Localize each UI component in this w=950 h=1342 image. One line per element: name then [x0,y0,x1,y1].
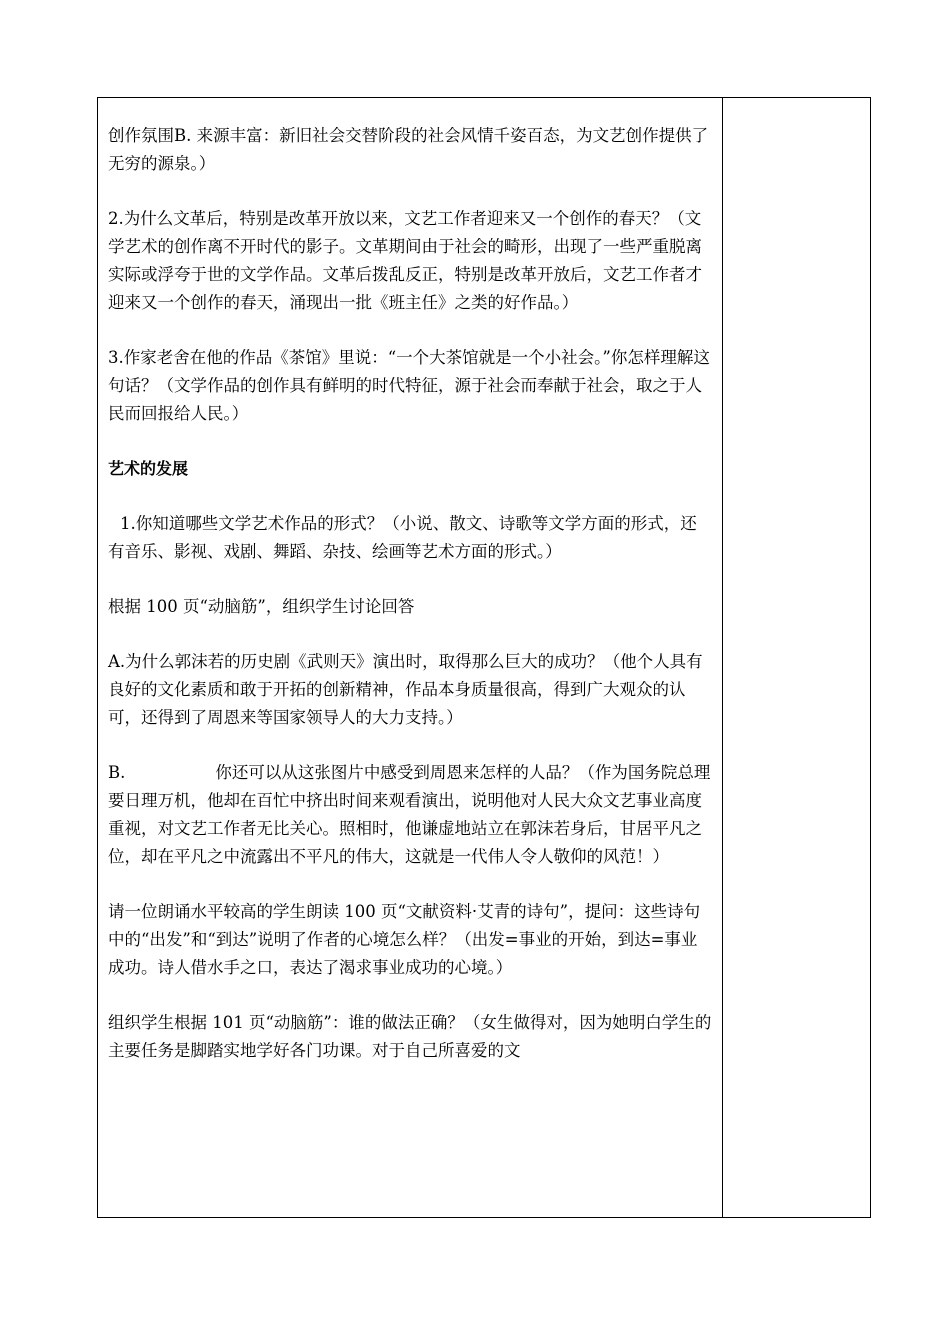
paragraph-art-forms: 1.你知道哪些文学艺术作品的形式？（小说、散文、诗歌等文学方面的形式，还有音乐、影视、戏剧、舞蹈、杂技、绘画等艺术方面的形式。） [108,514,697,561]
paragraph-question-b [108,759,712,871]
question-b-text: 你还可以从这张图片中感受到周恩来怎样的人品？（作为国务院总理要日理万机，他却在百忙中挤出时间来观看演出，说明他对人民大众文艺事业高度重视，对文艺工作者无比关心。照相时，他谦虚地站立在郭沫若身后，甘居平凡之位，却在平凡之中流露出不平凡的伟大，这就是一代伟人令人敬仰的风范！） [108,763,711,866]
main-content-cell [108,122,712,1092]
paragraph-question-3: 3.作家老舍在他的作品《茶馆》里说：“一个大茶馆就是一个小社会。”你怎样理解这句话？（文学作品的创作具有鲜明的时代特征，源于社会而奉献于社会，取之于人民而回报给人民。） [108,348,710,423]
paragraph-question-2: 2.为什么文革后，特别是改革开放以来，文艺工作者迎来又一个创作的春天？（文学艺术的创作离不开时代的影子。文革期间由于社会的畸形，出现了一些严重脱离实际或浮夸于世的文学作品。文革后拨乱反正，特别是改革开放后，文艺工作者才迎来又一个创作的春天，涌现出一批《班主任》之类的好作品。） [108,209,702,312]
column-divider [722,97,723,1218]
section-heading: 艺术的发展 [108,459,189,478]
paragraph-poem-reading: 请一位朗诵水平较高的学生朗读 100 页“文献资料·艾青的诗句”，提问：这些诗句中的“出发”和“到达”说明了作者的心境怎么样？（出发=事业的开始，到达=事业成功。诗人借水手之口，表达了渴求事业成功的心境。） [108,902,701,977]
paragraph-who-is-right: 组织学生根据 101 页“动脑筋”：谁的做法正确？（女生做得对，因为她明白学生的主要任务是脚踏实地学好各门功课。对于自己所喜爱的文 [108,1013,712,1060]
question-b-label: B. [108,763,126,782]
paragraph-discussion-prompt: 根据 100 页“动脑筋”，组织学生讨论回答 [108,597,415,616]
paragraph-question-a: A.为什么郭沫若的历史剧《武则天》演出时，取得那么巨大的成功？（他个人具有良好的文化素质和敢于开拓的创新精神，作品本身质量很高，得到广大观众的认可，还得到了周恩来等国家领导人的大力支持。） [108,652,703,727]
paragraph-source-abundance: 创作氛围B. 来源丰富：新旧社会交替阶段的社会风情千姿百态，为文艺创作提供了无穷的源泉。） [108,126,709,173]
